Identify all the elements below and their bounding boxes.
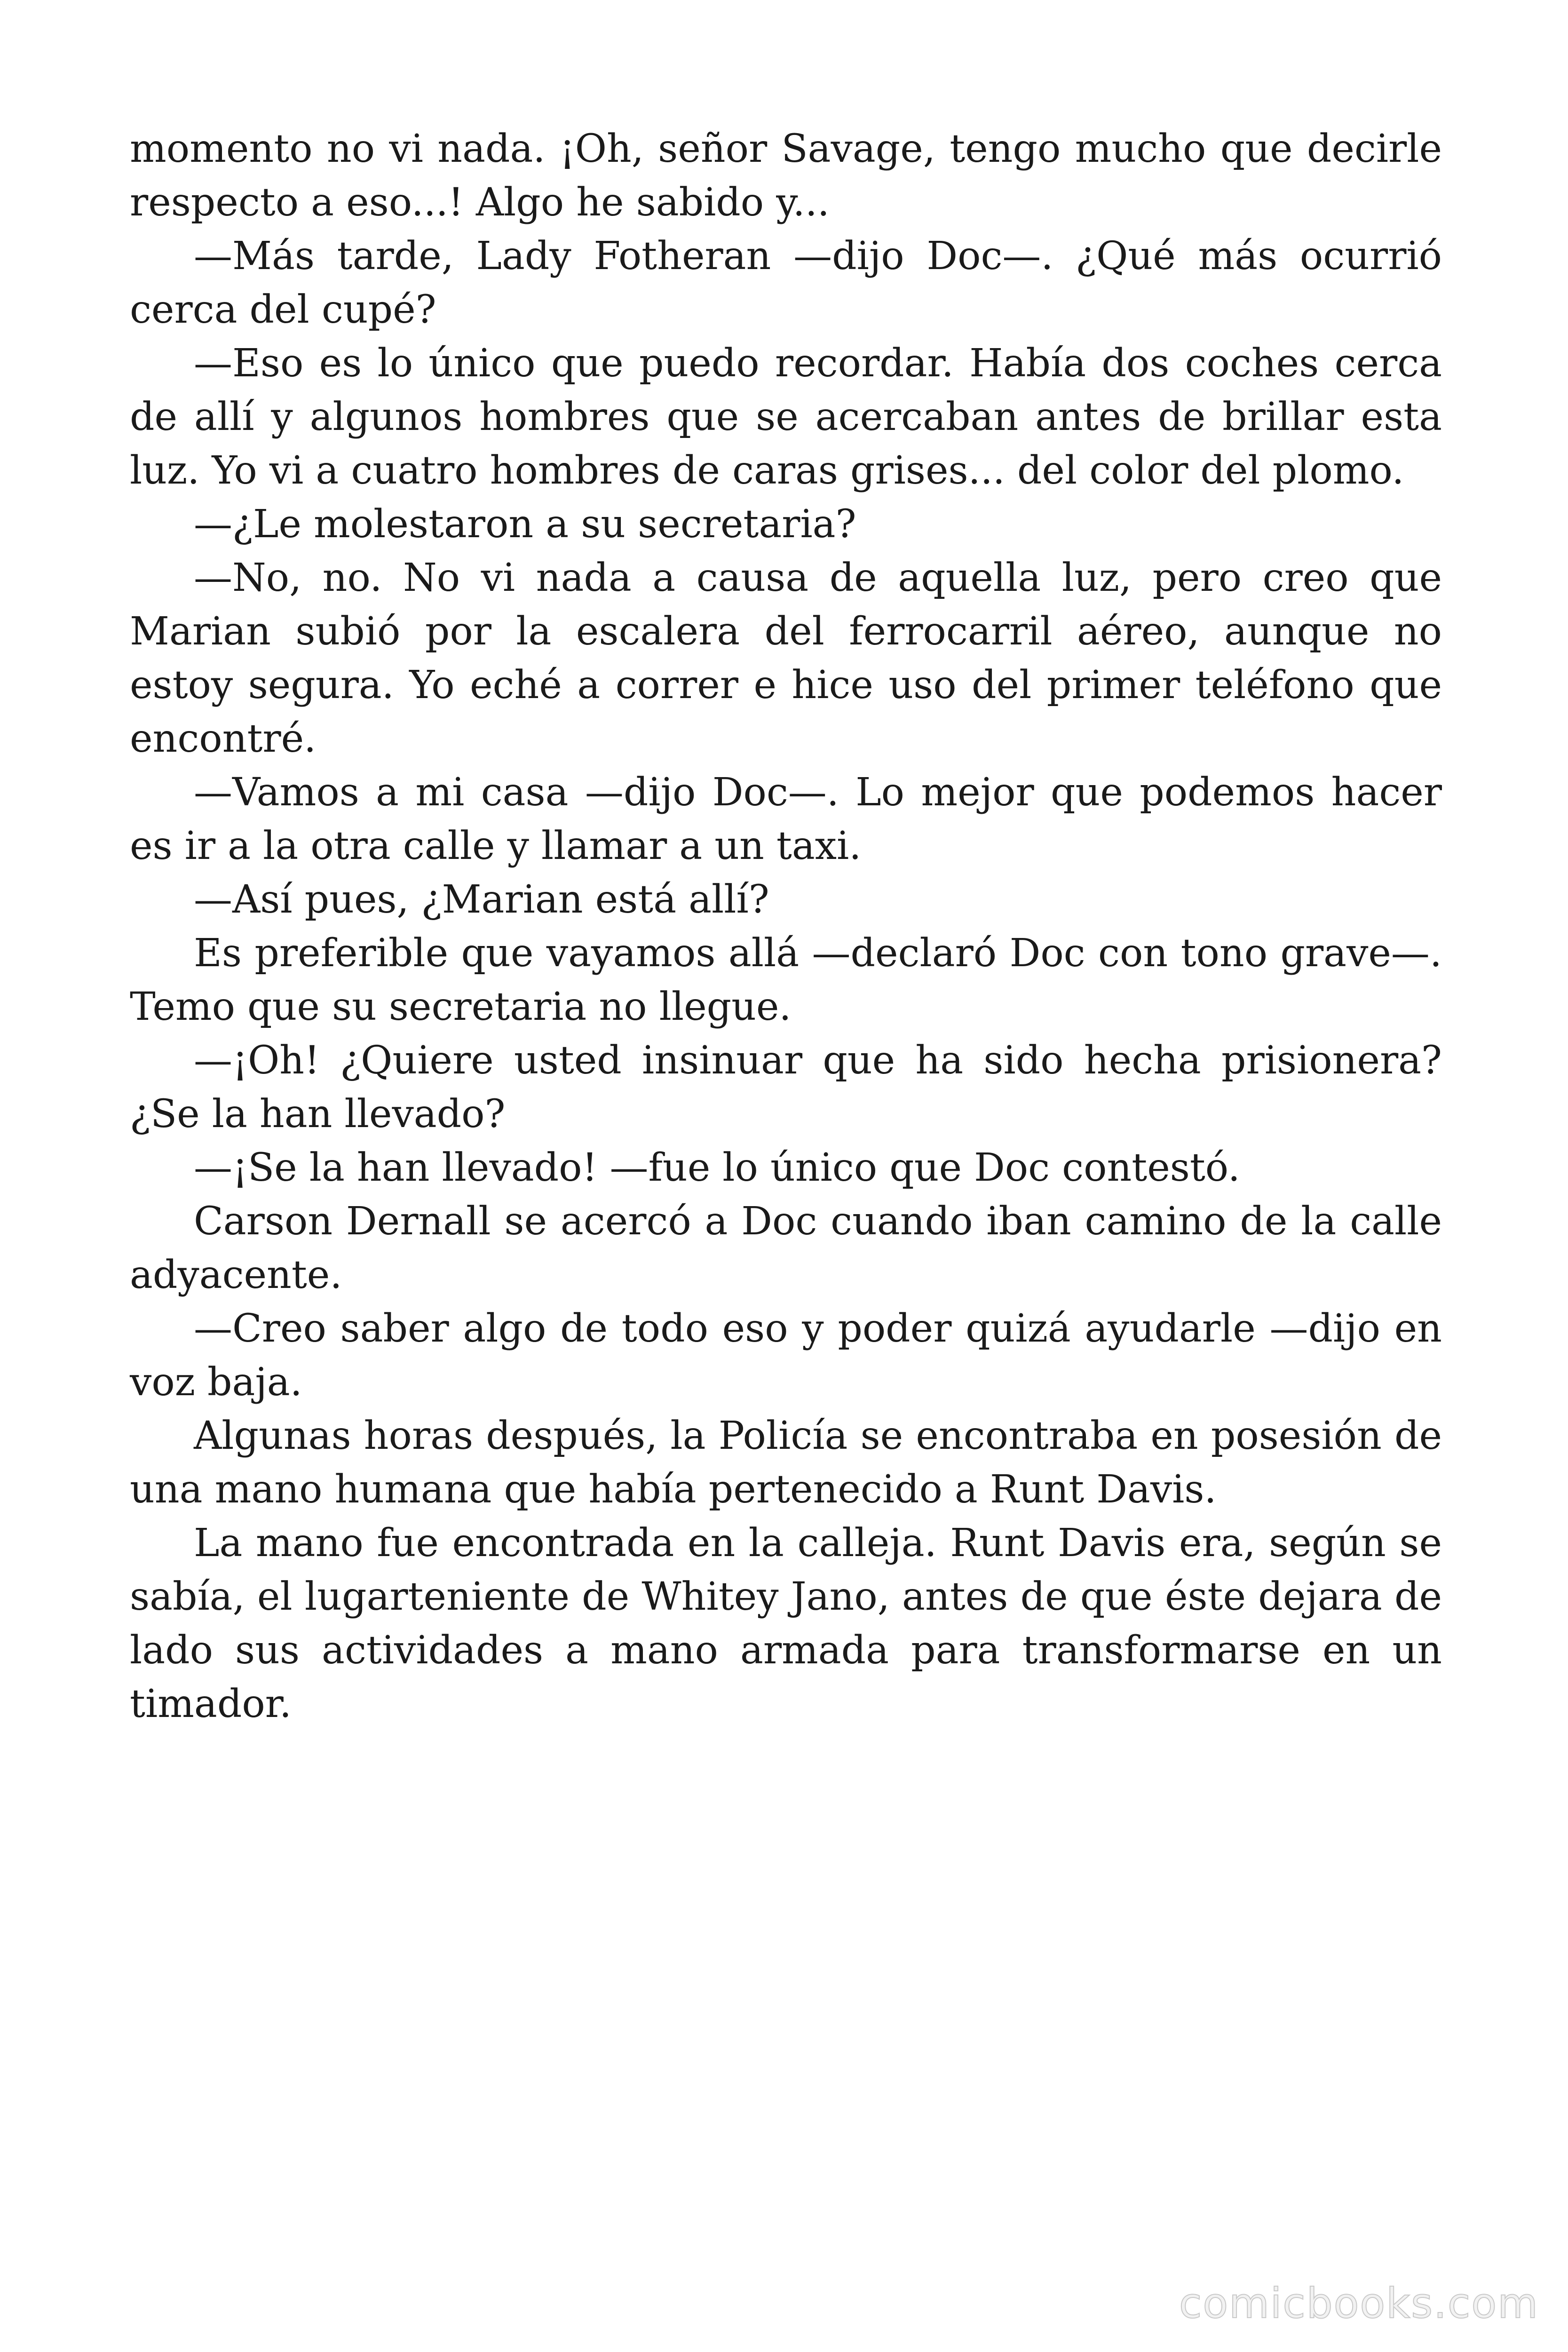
paragraph: —Más tarde, Lady Fotheran —dijo Doc—. ¿Qué más ocurrió cerca del cupé?	[130, 234, 1442, 332]
paragraph: —¡Oh! ¿Quiere usted insinuar que ha sido hecha prisionera? ¿Se la han llevado?	[130, 1038, 1442, 1136]
paragraph: —Creo saber algo de todo eso y poder quizá ayudarle —dijo en voz baja.	[130, 1306, 1442, 1405]
paragraph: —¿Le molestaron a su secretaria?	[194, 502, 856, 547]
watermark: comicbooks.com	[1179, 2279, 1539, 2328]
paragraph: —No, no. No vi nada a causa de aquella luz, pero creo que Marian subió por la escalera del ferrocarril aéreo, aunque no estoy segura. Yo eché a correr e hice uso del primer teléfono que encontré.	[130, 556, 1442, 761]
paragraph: —¡Se la han llevado! —fue lo único que Doc contestó.	[194, 1145, 1240, 1190]
paragraph: —Así pues, ¿Marian está allí?	[194, 877, 769, 922]
paragraph: —Eso es lo único que puedo recordar. Había dos coches cerca de allí y algunos hombres que se acercaban antes de brillar esta luz. Yo vi a cuatro hombres de caras grises... del color del plomo.	[130, 341, 1442, 493]
paragraph: momento no vi nada. ¡Oh, señor Savage, tengo mucho que decirle respecto a eso...! Algo he sabido y...	[130, 127, 1442, 225]
paragraph: Algunas horas después, la Policía se encontraba en posesión de una mano humana que había pertenecido a Runt Davis.	[130, 1414, 1442, 1512]
paragraph: La mano fue encontrada en la calleja. Runt Davis era, según se sabía, el lugarteniente de Whitey Jano, antes de que éste dejara de lado sus actividades a mano armada para transformarse en un timador.	[130, 1521, 1442, 1726]
page-body-text	[130, 122, 1442, 1731]
paragraph: —Vamos a mi casa —dijo Doc—. Lo mejor que podemos hacer es ir a la otra calle y llamar a un taxi.	[130, 770, 1442, 868]
paragraph: Carson Dernall se acercó a Doc cuando iban camino de la calle adyacente.	[130, 1199, 1442, 1297]
paragraph: Es preferible que vayamos allá —declaró Doc con tono grave—. Temo que su secretaria no llegue.	[130, 931, 1442, 1029]
